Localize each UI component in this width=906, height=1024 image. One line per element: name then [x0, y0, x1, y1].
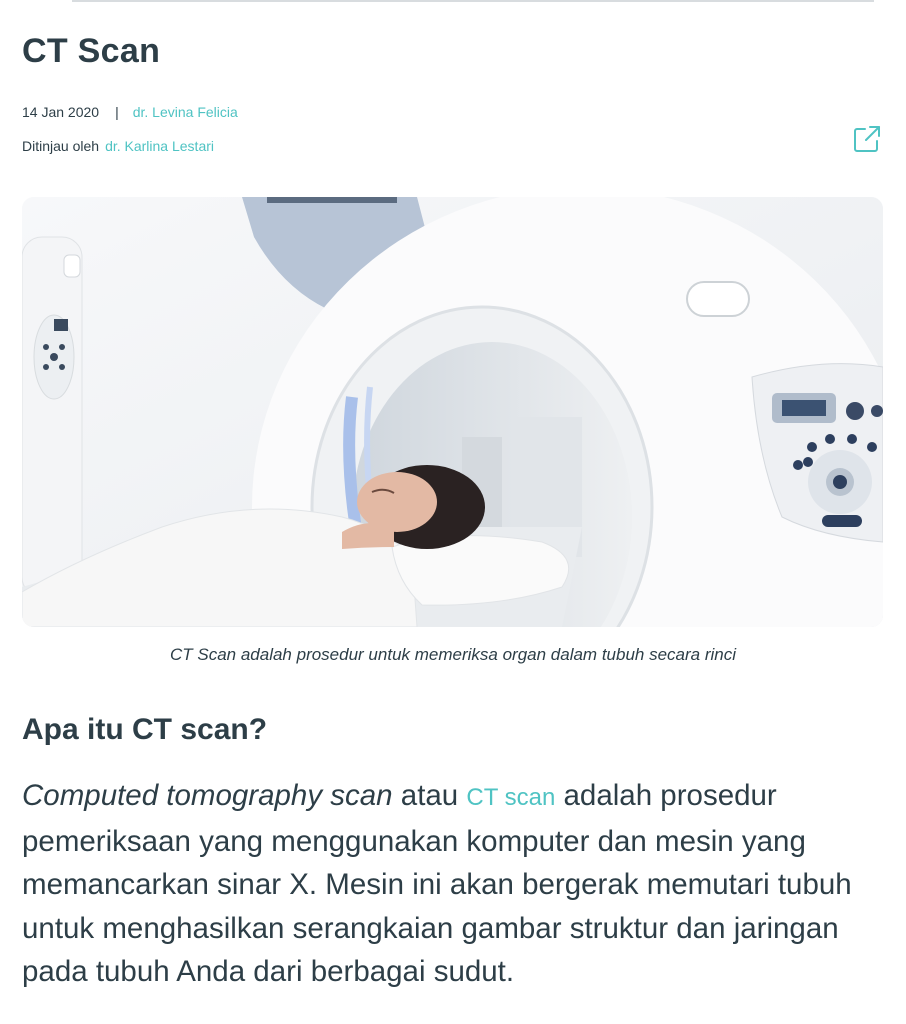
italic-term: Computed tomography scan	[22, 779, 393, 812]
article-meta	[22, 104, 238, 120]
publish-date: 14 Jan 2020	[22, 104, 100, 120]
external-share-icon[interactable]	[852, 124, 882, 154]
ct-scan-link[interactable]: CT scan	[466, 784, 556, 811]
paragraph-body: adalah prosedur pemeriksaan yang menggunakan komputer dan mesin yang memancarkan sinar X. Mesin ini akan bergerak memutari tubuh untuk menghasilkan serangkaian gambar struktur dan jaringan pada tubuh Anda dari berbagai sudut.	[22, 779, 852, 988]
top-divider	[72, 0, 874, 2]
reviewed-by-label: Ditinjau oleh	[22, 138, 100, 154]
article-image	[22, 197, 883, 627]
page-title: CT Scan	[22, 32, 161, 70]
paragraph-connector: atau	[392, 779, 467, 812]
reviewer-link[interactable]: dr. Karlina Lestari	[105, 138, 215, 154]
image-caption: CT Scan adalah prosedur untuk memeriksa organ dalam tubuh secara rinci	[169, 645, 736, 664]
section-heading: Apa itu CT scan?	[22, 713, 268, 746]
author-link[interactable]: dr. Levina Felicia	[132, 104, 238, 120]
reviewer-meta	[22, 138, 214, 154]
meta-separator: |	[115, 104, 119, 120]
section-paragraph	[22, 774, 892, 994]
